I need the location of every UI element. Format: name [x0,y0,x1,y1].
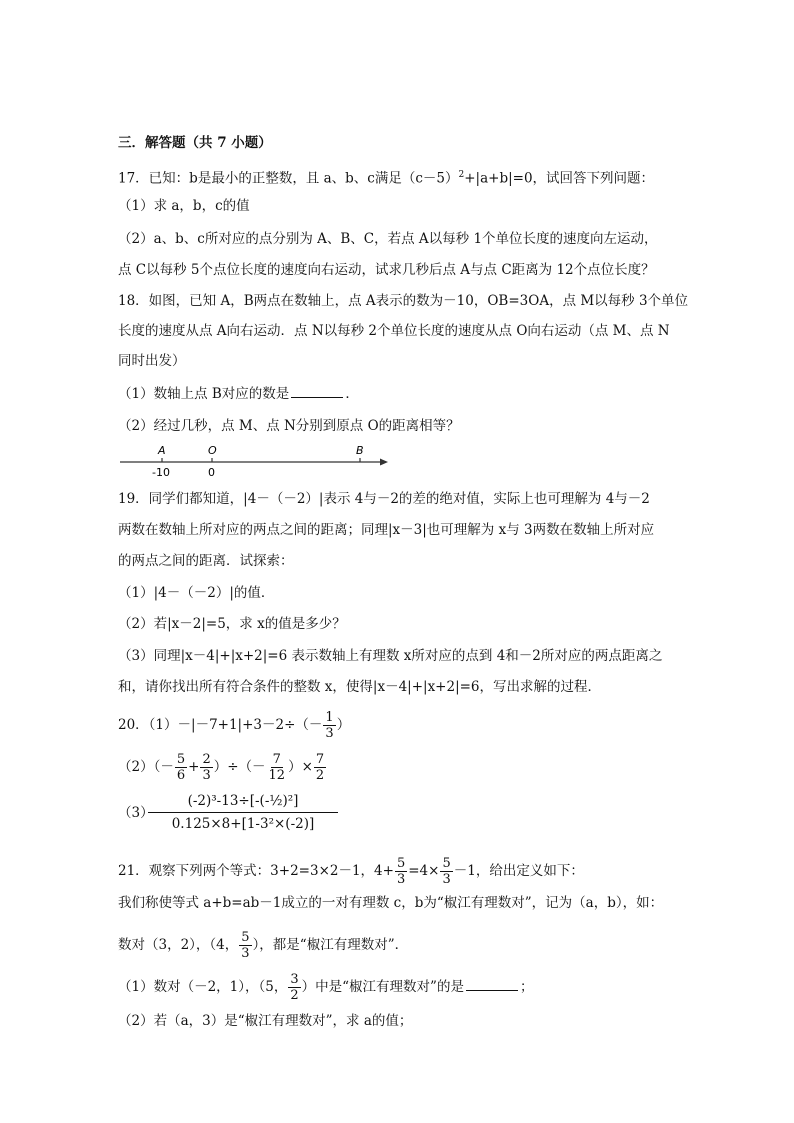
q18-stem-line1: 18．如图，已知 A，B两点在数轴上，点 A表示的数为－10，OB=3OA，点 M以每秒 3个单位 [118,293,689,309]
q17-stem-part1: 17．已知：b是最小的正整数，且 a、b、c满足（c－5） [118,170,459,187]
point-label-b: B [356,444,364,457]
q17-part2-line1: （2）a、b、c所对应的点分别为 A、B、C，若点 A以每秒 1个单位长度的速度向左运动， [118,231,658,247]
q20-part3-denominator: 0.125×8+[1-3²×(-2)] [171,816,315,832]
q18-part1-text: （1）数轴上点 B对应的数是 [118,386,290,402]
value-label-a: -10 [152,466,170,479]
q17-exponent: 2 [458,170,465,180]
fraction [323,710,335,741]
fraction-numerator: 7 [315,752,325,767]
fraction [175,752,187,783]
fraction-numerator: 1 [325,710,334,725]
q19-part3-line1: （3）同理|x－4|+|x+2|=6 表示数轴上有理数 x所对应的点到 4和－2所对应的两点距离之 [118,648,663,664]
fraction-numerator: 3 [290,972,299,987]
point-label-o: O [208,444,217,457]
fraction-numerator: 7 [272,752,281,767]
fraction-denominator: 3 [325,726,334,741]
q20-part1 [118,710,350,741]
q18-stem-line2: 长度的速度从点 A向右运动．点 N以每秒 2个单位长度的速度从点 O向右运动（点 M、点 N [118,323,670,339]
q20-part3-label: （3） [118,805,154,821]
q19-part3-line2: 和，请你找出所有符合条件的整数 x，使得|x－4|+|x+2|=6，写出求解的过程． [118,679,602,695]
fraction [267,752,288,783]
q17-part2-line2: 点 C以每秒 5个点位长度的速度向右运动，试求几秒后点 A与点 C距离为 12个点位长度？ [118,262,655,278]
q21-stem-text2: =4× [408,863,440,879]
q19-stem-line3: 的两点之间的距离．试探索： [118,553,294,569]
q20-part2-times: ）× [288,759,313,775]
q19-stem-line1: 19．同学们都知道，|4－（－2）|表示 4与－2的差的绝对值，实际上也可理解为 4与－2 [118,491,650,507]
q20-part1-text: 20．（1）－|－7+1|+3－2÷（－ [118,717,323,733]
fraction-denominator: 2 [290,988,299,1003]
q17-part1: （1）求 a，b，c的值 [118,198,250,214]
fraction-numerator: 5 [442,856,451,871]
fraction-denominator: 3 [396,872,406,887]
q21-stem-text5: ），都是“椒江有理数对”． [252,937,409,953]
q21-part1-end: ； [519,979,534,995]
fraction-numerator: 5 [176,752,186,767]
q18-part2: （2）经过几秒，点 M、点 N分别到原点 O的距离相等？ [118,418,460,434]
q21-stem-line2: 我们称使等式 a+b=ab－1成立的一对有理数 c，b为“椒江有理数对”，记为（a，b），如： [118,895,664,911]
q19-part1: （1）|4－（－2）|的值． [118,585,275,601]
q17-stem-part2: +|a+b|=0，试回答下列问题： [464,170,655,187]
q17-stem [118,166,654,188]
q18-part1 [118,385,359,403]
q19-stem-line2: 两数在数轴上所对应的两点之间的距离；同理|x－3|也可理解为 x与 3两数在数轴上所对应 [118,522,655,538]
q20-part3-fraction [148,790,338,835]
q20-part2-mid: ）÷（－ [213,759,266,775]
fraction-denominator: 3 [202,768,211,783]
plus-sign: + [188,759,200,775]
value-label-o: 0 [208,466,215,479]
q21-part1-text1: （1）数对（－2，1），（5， [118,979,288,995]
q21-part2: （2）若（a，3）是“椒江有理数对”，求 a的值； [118,1013,413,1029]
q21-stem-text4: 数对（3，2），（4， [118,937,239,953]
q18-stem-line3: 同时出发） [118,353,186,369]
fraction-denominator: 6 [176,768,186,783]
fraction-denominator: 3 [241,946,250,961]
fraction [440,856,452,887]
fraction [395,856,407,887]
q20-part3-numerator: (-2)³-13÷[-(-½)²] [148,790,338,813]
point-label-a: A [158,444,166,457]
q19-part2: （2）若|x－2|=5，求 x的值是多少？ [118,616,346,632]
answer-blank [466,978,518,991]
q21-stem-line1 [118,856,584,887]
fraction-numerator: 5 [241,930,250,945]
fraction [288,972,300,1003]
fraction-denominator: 2 [315,768,325,783]
q21-stem-line3 [118,930,408,961]
q21-part1 [118,972,533,1003]
fraction-denominator: 12 [268,768,286,783]
q21-part1-text2: ）中是“椒江有理数对”的是 [301,979,464,995]
fraction-numerator: 5 [396,856,406,871]
fraction-numerator: 2 [202,752,211,767]
q20-part2-open: （2）（－ [118,759,174,775]
fraction [200,752,212,783]
number-line-figure [118,440,398,480]
fraction [239,930,251,961]
fraction [314,752,326,783]
q21-stem-text3: －1，给出定义如下： [453,863,584,879]
answer-blank [291,385,343,398]
q20-part1-close: ） [336,717,351,733]
q20-part2 [118,752,327,783]
fraction-denominator: 3 [442,872,451,887]
section-title: 三．解答题（共 7 小题） [118,135,272,151]
q21-stem-text1: 21．观察下列两个等式：3+2=3×2－1，4+ [118,863,394,879]
number-line-arrow [380,459,388,466]
q18-part1-end: ． [345,386,359,402]
